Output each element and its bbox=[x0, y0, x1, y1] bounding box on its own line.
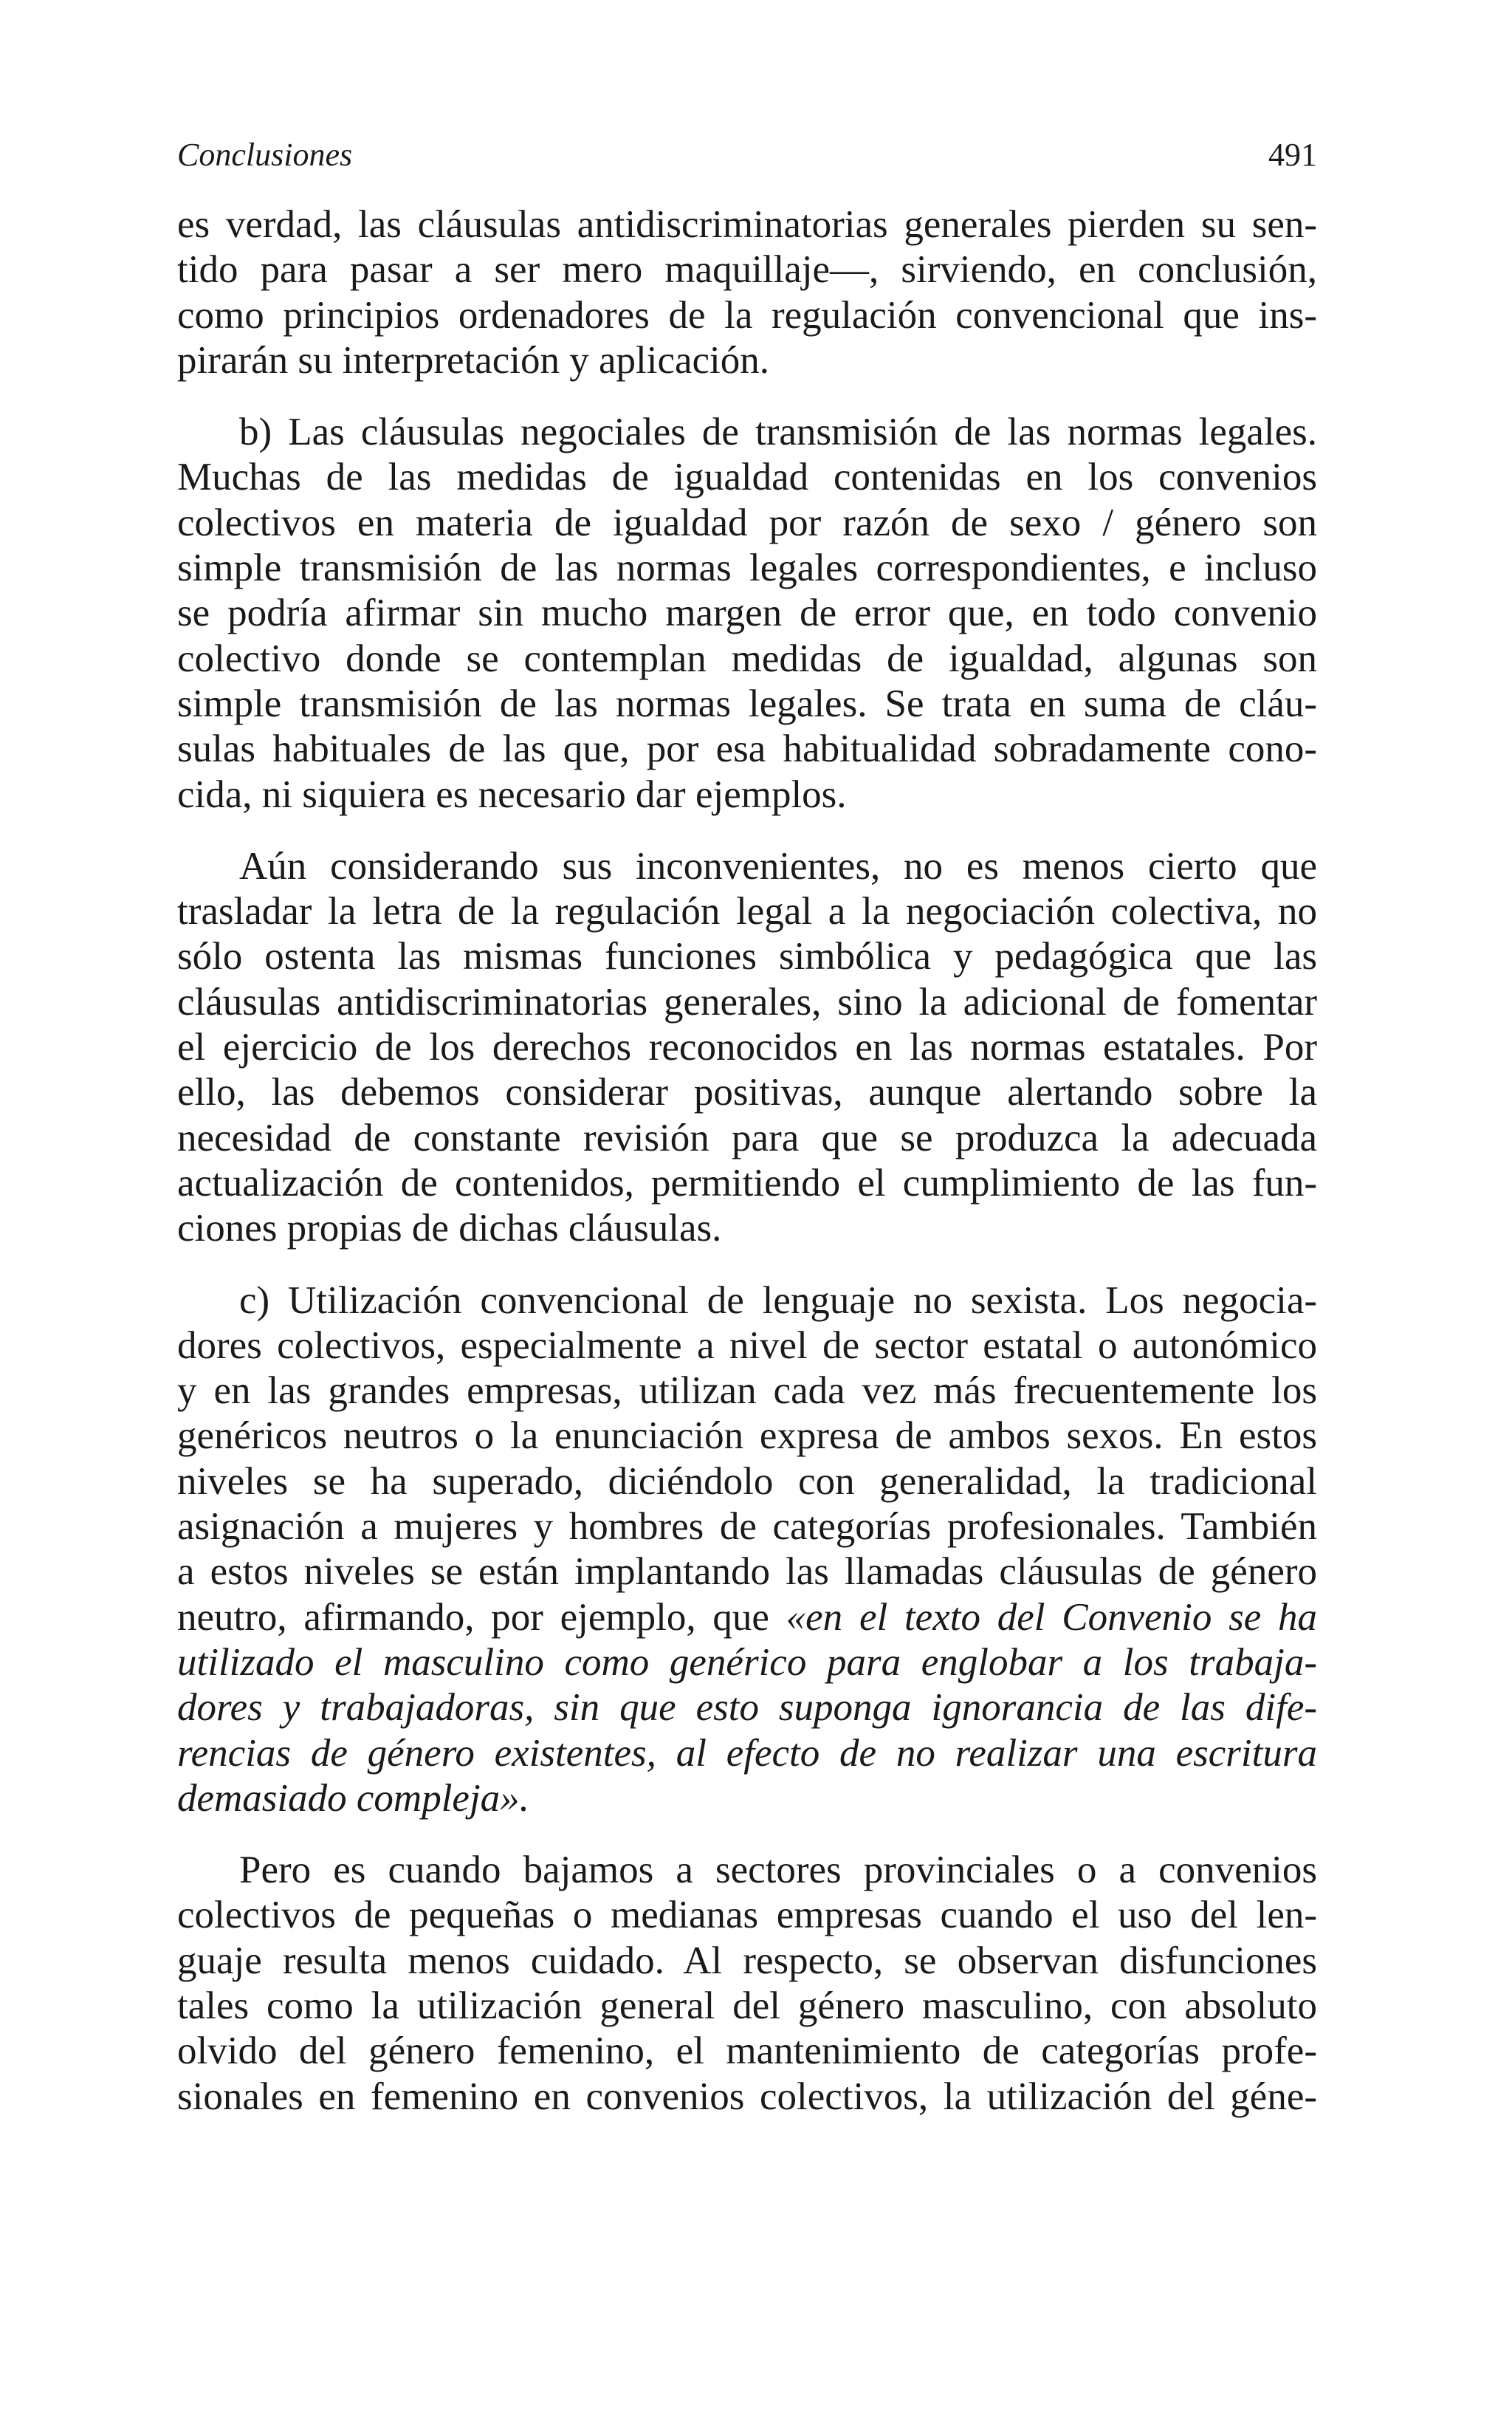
text-line: sulas habituales de las que, por esa habitualidad sobradamente cono- bbox=[177, 727, 1317, 771]
page-number: 491 bbox=[1268, 137, 1317, 173]
text-line: pirarán su interpretación y aplicación. bbox=[177, 338, 770, 382]
text-line-mixed bbox=[177, 1595, 1317, 1640]
text-line: colectivos de pequeñas o medianas empresas cuando el uso del len- bbox=[177, 1894, 1317, 1937]
plain-text: neutro, afirmando, por ejemplo, que bbox=[177, 1595, 786, 1639]
text-line: como principios ordenadores de la regulación convencional que ins- bbox=[177, 293, 1317, 337]
text-line: necesidad de constante revisión para que se produzca la adecuada bbox=[177, 1116, 1317, 1159]
text-line: a estos niveles se están implantando las llamadas cláusulas de género bbox=[177, 1550, 1317, 1594]
text-line: se podría afirmar sin mucho margen de error que, en todo convenio bbox=[177, 592, 1317, 635]
text-line-italic bbox=[177, 1640, 1317, 1685]
text-line: niveles se ha superado, diciéndolo con generalidad, la tradicional bbox=[177, 1459, 1317, 1503]
text-line: cida, ni siquiera es necesario dar ejemplos. bbox=[177, 772, 847, 816]
text-line: el ejercicio de los derechos reconocidos en las normas estatales. Por bbox=[177, 1026, 1317, 1069]
text-line: actualización de contenidos, permitiendo el cumplimiento de las fun- bbox=[177, 1161, 1317, 1205]
body-text bbox=[177, 202, 1317, 2120]
quoted-text: utilizado el masculino como genérico para englobar a los trabaja- bbox=[177, 1640, 1317, 1684]
text-line: colectivos en materia de igualdad por razón de sexo / género son bbox=[177, 501, 1317, 544]
text-line: olvido del género femenino, el mantenimiento de categorías profe- bbox=[177, 2029, 1317, 2073]
text-line: ciones propias de dichas cláusulas. bbox=[177, 1207, 722, 1250]
text-line: guaje resulta menos cuidado. Al respecto, se observan disfunciones bbox=[177, 1939, 1317, 1982]
text-line: c) Utilización convencional de lenguaje no sexista. Los negocia- bbox=[239, 1278, 1317, 1322]
text-line: Pero es cuando bajamos a sectores provinciales o a convenios bbox=[239, 1849, 1317, 1892]
text-line-italic bbox=[177, 1731, 1317, 1776]
text-line: y en las grandes empresas, utilizan cada vez más frecuentemente los bbox=[177, 1369, 1317, 1413]
text-line: asignación a mujeres y hombres de categorías profesionales. También bbox=[177, 1505, 1317, 1549]
quoted-text: «en el texto del Convenio se ha bbox=[786, 1595, 1318, 1639]
text-line: sólo ostenta las mismas funciones simbólica y pedagógica que las bbox=[177, 935, 1317, 979]
paragraph-5 bbox=[177, 1848, 1317, 2120]
text-line: ello, las debemos considerar positivas, aunque alertando sobre la bbox=[177, 1071, 1317, 1114]
text-line: b) Las cláusulas negociales de transmisión de las normas legales. bbox=[239, 411, 1317, 454]
text-line: dores colectivos, especialmente a nivel de sector estatal o autonómico bbox=[177, 1323, 1317, 1367]
text-line: trasladar la letra de la regulación legal a la negociación colectiva, no bbox=[177, 890, 1317, 933]
text-line: tido para pasar a ser mero maquillaje—, sirviendo, en conclusión, bbox=[177, 248, 1317, 292]
paragraph-1 bbox=[177, 202, 1317, 383]
text-line: tales como la utilización general del género masculino, con absoluto bbox=[177, 1984, 1317, 2027]
text-line: simple transmisión de las normas legales. Se trata en suma de cláu- bbox=[177, 682, 1317, 725]
paragraph-4 bbox=[177, 1278, 1317, 1822]
text-line: Aún considerando sus inconvenientes, no es menos cierto que bbox=[239, 844, 1317, 888]
text-line-italic bbox=[177, 1776, 1317, 1821]
text-line: genéricos neutros o la enunciación expresa de ambos sexos. En estos bbox=[177, 1414, 1317, 1458]
text-line-italic bbox=[177, 1685, 1317, 1730]
text-line: Muchas de las medidas de igualdad contenidas en los convenios bbox=[177, 456, 1317, 499]
paragraph-3 bbox=[177, 844, 1317, 1252]
quoted-text: rencias de género existentes, al efecto de no realizar una escritura bbox=[177, 1731, 1317, 1775]
book-page bbox=[177, 137, 1317, 2146]
text-line: es verdad, las cláusulas antidiscriminatorias generales pierden su sen- bbox=[177, 203, 1317, 246]
text-line: cláusulas antidiscriminatorias generales, sino la adicional de fomentar bbox=[177, 980, 1317, 1024]
text-line: simple transmisión de las normas legales correspondientes, e incluso bbox=[177, 547, 1317, 590]
running-title: Conclusiones bbox=[177, 137, 353, 173]
text-line: colectivo donde se contemplan medidas de igualdad, algunas son bbox=[177, 637, 1317, 680]
text-line: sionales en femenino en convenios colectivos, la utilización del géne- bbox=[177, 2074, 1317, 2118]
paragraph-2 bbox=[177, 410, 1317, 818]
quoted-text: dores y trabajadoras, sin que esto suponga ignorancia de las dife- bbox=[177, 1686, 1317, 1730]
quoted-text: demasiado compleja». bbox=[177, 1776, 529, 1820]
running-head bbox=[177, 137, 1317, 173]
